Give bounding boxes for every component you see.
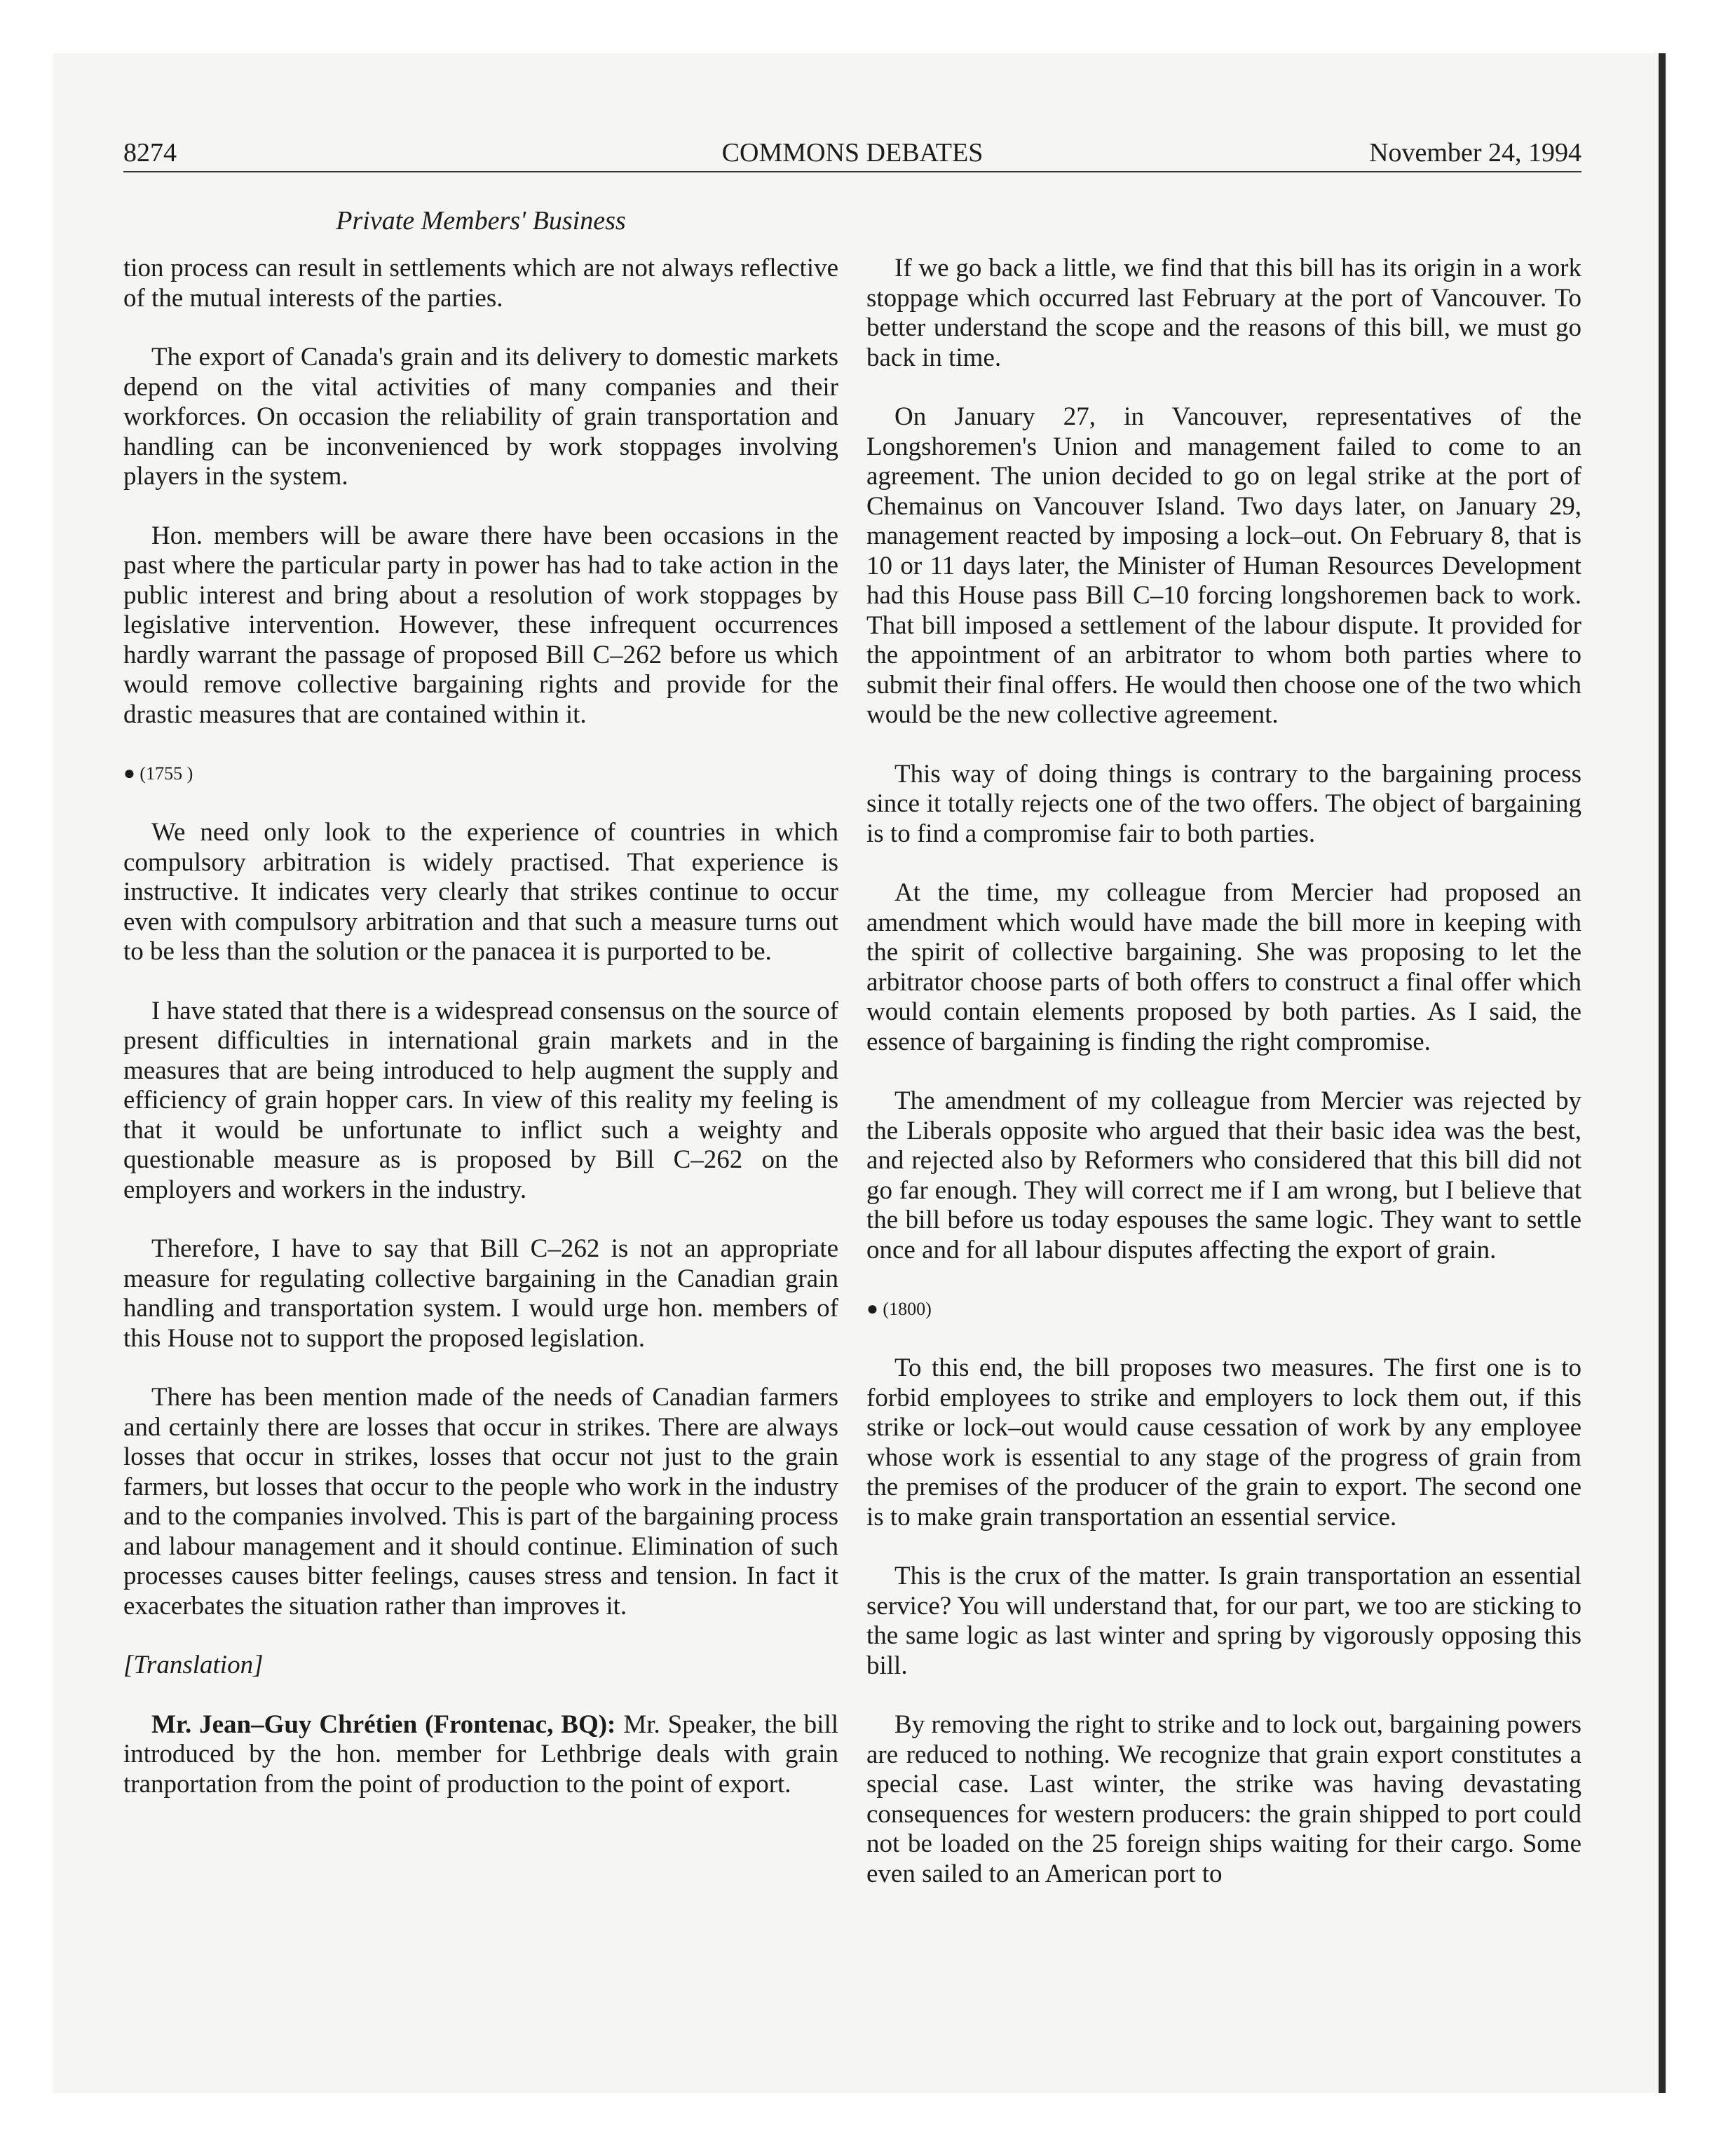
paragraph: On January 27, in Vancouver, representatives of the Longshoremen's Union and management failed to come to an agreement. The union decided to go on legal strike at the port of Chemainus on Vancouver Island. Two days later, on January 29, management reacted by imposing a lock–out. On February 8, that is 10 or 11 days later, the Minister of Human Resources Development had this House pass Bill C–10 forcing longshoremen back to work. That bill imposed a settlement of the labour dispute. It provided for the appointment of an arbitrator to whom both parties where to submit their final offers. He would then choose one of the two which would be the new collective agreement. bbox=[866, 402, 1581, 729]
paragraph: I have stated that there is a widespread consensus on the source of present difficulties in international grain markets and in the measures that are being introduced to help augment the supply and efficiency of grain hopper cars. In view of this reality my feeling is that it would be unfortunate to inflict such a weighty and questionable measure as is proposed by Bill C–262 on the employers and workers in the industry. bbox=[123, 996, 838, 1204]
time-marker-label: (1755 ) bbox=[140, 763, 193, 784]
page-number: 8274 bbox=[123, 138, 177, 168]
paragraph: The amendment of my colleague from Mercier was rejected by the Liberals opposite who argued that their basic idea was the best, and rejected also by Reformers who considered that this bill did not go far enough. They will correct me if I am wrong, but I believe that the bill before us today espouses the same logic. They want to settle once and for all labour disputes affecting the export of grain. bbox=[866, 1086, 1581, 1264]
time-marker bbox=[123, 759, 838, 789]
speaker-paragraph bbox=[123, 1710, 838, 1800]
paragraph: This way of doing things is contrary to the bargaining process since it totally rejects one of the two offers. The object of bargaining is to find a compromise fair to both parties. bbox=[866, 759, 1581, 848]
bullet-icon: ● bbox=[866, 1298, 878, 1320]
paragraph: Hon. members will be aware there have been occasions in the past where the particular party in power has had to take action in the public interest and bring about a resolution of work stoppages by legislative intervention. However, these infrequent occurrences hardly warrant the passage of proposed Bill C–262 before us which would remove collective bargaining rights and provide for the drastic measures that are contained within it. bbox=[123, 521, 838, 729]
publication-title: COMMONS DEBATES bbox=[721, 138, 984, 168]
paragraph: This is the crux of the matter. Is grain transportation an essential service? You will understand that, for our part, we too are sticking to the same logic as last winter and spring by vigorously opposing this bill. bbox=[866, 1562, 1581, 1680]
time-marker-label: (1800) bbox=[883, 1299, 932, 1319]
paragraph: The export of Canada's grain and its delivery to domestic markets depend on the vital activities of many companies and their workforces. On occasion the reliability of grain transportation and handling can be inconvenienced by work stoppages involving players in the system. bbox=[123, 343, 838, 491]
speaker-text: Mr. Speaker, the bill introduced by the hon. member for Lethbrige deals with grain tranportation from the point of production to the point of export. bbox=[123, 1710, 839, 1799]
left-column bbox=[123, 254, 838, 1829]
paragraph: tion process can result in settlements which are not always reflective of the mutual interests of the parties. bbox=[123, 254, 838, 313]
paragraph: Therefore, I have to say that Bill C–262 is not an appropriate measure for regulating collective bargaining in the Canadian grain handling and transportation system. I would urge hon. members of this House not to support the proposed legislation. bbox=[123, 1234, 838, 1353]
paragraph: By removing the right to strike and to lock out, bargaining powers are reduced to nothing. We recognize that grain export constitutes a special case. Last winter, the strike was having devastating consequences for western producers: the grain shipped to port could not be loaded on the 25 foreign ships waiting for their cargo. Some even sailed to an American port to bbox=[866, 1710, 1581, 1888]
bullet-icon: ● bbox=[123, 763, 135, 784]
header-rule bbox=[123, 171, 1581, 172]
paragraph: To this end, the bill proposes two measures. The first one is to forbid employees to strike and employers to lock them out, if this strike or lock–out would cause cessation of work by any employee whose work is essential to any stage of the progress of grain from the premises of the producer of the grain to export. The second one is to make grain transportation an essential service. bbox=[866, 1353, 1581, 1531]
page-edge-shadow bbox=[1659, 53, 1666, 2093]
time-marker bbox=[866, 1295, 1581, 1324]
translation-note: [Translation] bbox=[123, 1651, 264, 1679]
header-date: November 24, 1994 bbox=[1369, 138, 1581, 168]
paragraph: There has been mention made of the needs of Canadian farmers and certainly there are losses that occur in strikes. There are always losses that occur in strikes, losses that occur not just to the grain farmers, but losses that occur to the people who work in the industry and to the companies involved. This is part of the bargaining process and labour management and it should continue. Elimination of such processes causes bitter feelings, causes stress and tension. In fact it exacerbates the situation rather than improves it. bbox=[123, 1383, 838, 1621]
speaker-name: Mr. Jean–Guy Chrétien (Frontenac, BQ): bbox=[151, 1710, 616, 1739]
paragraph: At the time, my colleague from Mercier had proposed an amendment which would have made the bill more in keeping with the spirit of collective bargaining. She was proposing to let the arbitrator choose parts of both offers to construct a final offer which would contain elements proposed by both parties. As I said, the essence of bargaining is finding the right compromise. bbox=[866, 878, 1581, 1056]
right-column bbox=[866, 254, 1581, 1918]
paragraph: We need only look to the experience of countries in which compulsory arbitration is widely practised. That experience is instructive. It indicates very clearly that strikes continue to occur even with compulsory arbitration and that such a measure turns out to be less than the solution or the panacea it is purported to be. bbox=[123, 818, 838, 966]
section-title: Private Members' Business bbox=[336, 206, 626, 236]
page-header bbox=[123, 133, 1581, 172]
paragraph: If we go back a little, we find that this bill has its origin in a work stoppage which occurred last February at the port of Vancouver. To better understand the scope and the reasons of this bill, we must go back in time. bbox=[866, 254, 1581, 372]
